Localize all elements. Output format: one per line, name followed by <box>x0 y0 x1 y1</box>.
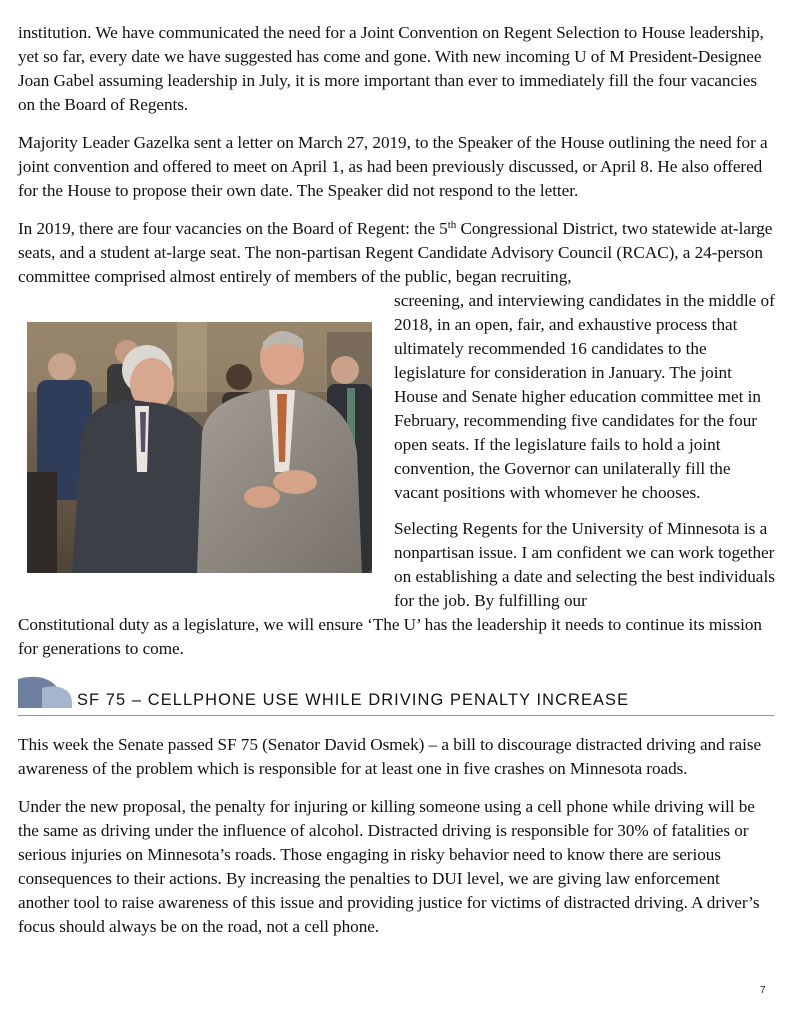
section-header-icon <box>16 674 74 710</box>
section-divider <box>18 715 774 716</box>
paragraph-constitutional-duty: Constitutional duty as a legislature, we will ensure ‘The U’ has the leadership it needs to continue its mission for generations to come. <box>18 615 762 658</box>
paragraph-screening: screening, and interviewing candidates in the middle of 2018, in an open, fair, and exhaustive process that ultimately recommended 16 candidates to the legislature for consideration in January. The joint House and Senate higher education committee met in February, recommending five candidates for the four open seats. If the legislature fails to hold a joint convention, the Governor can unilaterally fill the vacant positions with whomever he chooses. <box>394 291 775 502</box>
paragraph-vacancies-text-b: Congressional District, two statewide at-large seats, and a student at-large seat. The non-partisan Regent Candidate Advisory Council (RCAC), a 24-person committee comprised almost entirely of members of the public, began recruiting, <box>18 219 773 286</box>
paragraph-gazelka-letter: Majority Leader Gazelka sent a letter on March 27, 2019, to the Speaker of the House outlining the need for a joint convention and offered to meet on April 1, as had been previously discussed, or April 8. He also offered for the House to propose their own date. The Speaker did not respond to the letter. <box>18 133 768 200</box>
page-number: 7 <box>760 985 766 996</box>
paragraph-nonpartisan: Selecting Regents for the University of Minnesota is a nonpartisan issue. I am confident we can work together on establishing a date and selecting the best individuals for the job. By fulfilling our <box>394 519 775 610</box>
paragraph-sf75-proposal: Under the new proposal, the penalty for injuring or killing someone using a cell phone while driving will be the same as driving under the influence of alcohol. Distracted driving is responsible for 30% of fatalities or serious injuries on Minnesota’s roads. Those engaging in risky behavior need to know there are serious consequences to their actions. By increasing the penalties to DUI level, we are giving law enforcement another tool to raise awareness of this issue and providing justice for victims of distracted driving. A driver’s focus should always be on the road, not a cell phone. <box>18 797 760 936</box>
paragraph-vacancies <box>18 217 774 289</box>
ordinal-superscript: th <box>447 219 457 231</box>
paragraph-institution: institution. We have communicated the need for a Joint Convention on Regent Selection to House leadership, yet so far, every date we have suggested has come and gone. With new incoming U of M President-Designee Joan Gabel assuming leadership in July, it is more important than ever to immediately fill the four vacancies on the Board of Regents. <box>18 23 764 114</box>
paragraph-vacancies-text-a: In 2019, there are four vacancies on the Board of Regent: the 5 <box>18 219 448 238</box>
section-title: SF 75 – CELLPHONE USE WHILE DRIVING PENALTY INCREASE <box>77 691 630 709</box>
senate-floor-photo <box>27 322 372 573</box>
paragraph-sf75-passed: This week the Senate passed SF 75 (Senator David Osmek) – a bill to discourage distracted driving and raise awareness of the problem which is responsible for at least one in five crashes on Minnesota roads. <box>18 735 762 778</box>
